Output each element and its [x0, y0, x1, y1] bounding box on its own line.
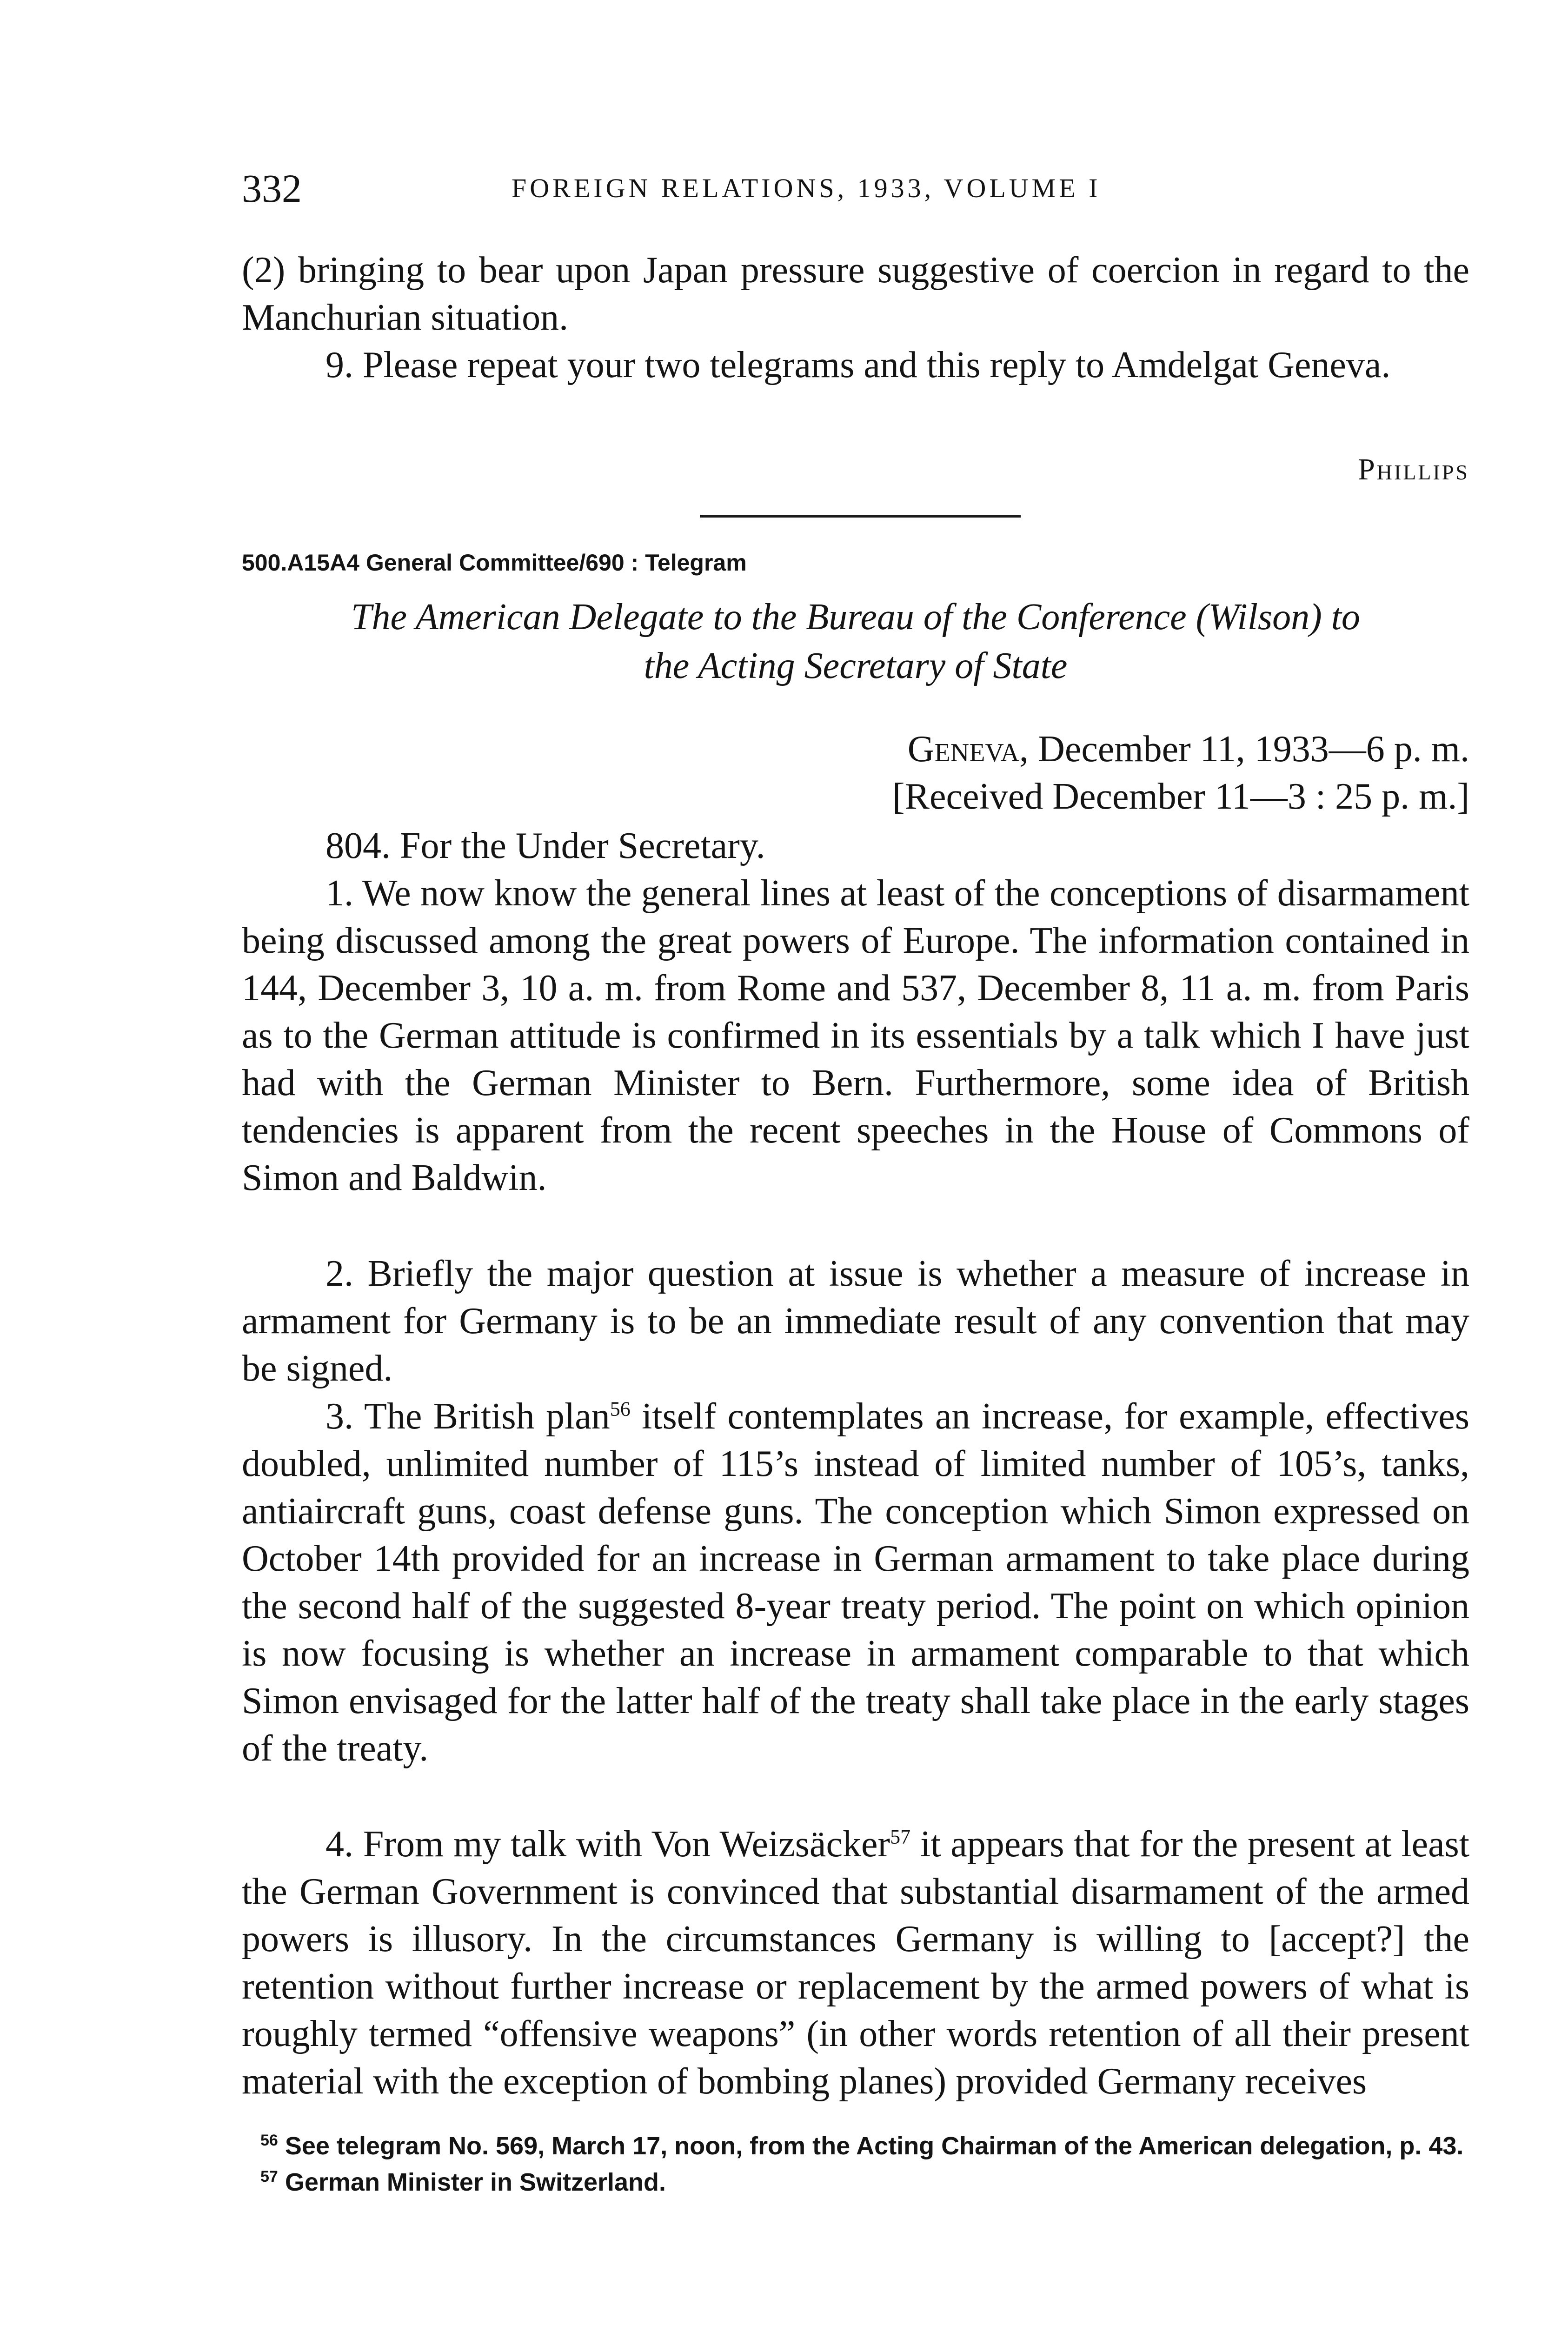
dateline-sent: December 11, 1933—6 p. m.	[1038, 729, 1469, 770]
signature: Phillips	[1358, 452, 1469, 486]
page-number: 332	[242, 166, 302, 211]
document-title	[242, 593, 1469, 691]
footnote-text: See telegram No. 569, March 17, noon, from the Acting Chairman of the American delegation, p. 43.	[285, 2132, 1464, 2160]
paragraph-4-rest: it appears that for the present at least the German Government is convinced that substantial disarmament of the armed powers is illusory. In the circumstances Germany is willing to [accept?] the retention without further increase or replacement by the armed powers of what is roughly termed “offensive weapons” (in other words retention of all their present material with the exception of bombing planes) provided Germany receives	[242, 1824, 1470, 2102]
paragraph-4-start: 4. From my talk with Von Weizsäcker	[326, 1824, 890, 1865]
paragraph-3-start: 3. The British plan	[326, 1396, 610, 1437]
footnote-text: German Minister in Switzerland.	[285, 2168, 666, 2196]
file-reference: 500.A15A4 General Committee/690 : Telegram	[242, 550, 747, 576]
footnote-56	[242, 2125, 1469, 2161]
paragraph-3-rest: itself contemplates an increase, for example, effectives doubled, unlimited number of 115’s instead of limited number of 105’s, tanks, antiaircraft guns, coast defense guns. The conception which Simon expressed on October 14th provided for an increase in German armament to take place during the second half of the suggested 8-year treaty period. The point on which opinion is now focusing is whether an increase in armament comparable to that which Simon envisaged for the latter half of the treaty shall take place in the early stages of the treaty.	[242, 1396, 1469, 1769]
title-line-1: The American Delegate to the Bureau of the Conference (Wilson) to	[351, 597, 1360, 638]
body-paragraph-4	[242, 1820, 1469, 2105]
running-head: FOREIGN RELATIONS, 1933, VOLUME I	[512, 173, 1101, 203]
section-divider	[700, 515, 1021, 518]
footnote-57	[242, 2161, 1469, 2198]
telegram-number: 804. For the Under Secretary.	[326, 825, 765, 866]
sent-line	[809, 725, 1469, 773]
page-header	[242, 160, 1469, 216]
body-paragraph-3	[242, 1393, 1469, 1772]
body-paragraph-1: 1. We now know the general lines at least of the conceptions of disarmament being discussed among the great powers of Europe. The information contained in 144, December 3, 10 a. m. from Rome and 537, December 8, 11 a. m. from Paris as to the German attitude is confirmed in its essentials by a talk which I have just had with the German Minister to Bern. Furthermore, some idea of British tendencies is apparent from the recent speeches in the House of Commons of Simon and Baldwin.	[242, 873, 1469, 1198]
footnotes	[242, 2125, 1469, 2198]
footnote-ref-57: 57	[890, 1825, 911, 1848]
footnote-mark: 57	[260, 2168, 278, 2186]
footnote-ref-56: 56	[610, 1397, 631, 1421]
continued-paragraph-1: (2) bringing to bear upon Japan pressure suggestive of coercion in regard to the Manchurian situation.	[242, 250, 1469, 338]
title-line-2: the Acting Secretary of State	[644, 645, 1068, 686]
dateline-received: [Received December 11—3 : 25 p. m.]	[892, 776, 1469, 817]
footnote-mark: 56	[260, 2132, 278, 2149]
dateline	[809, 725, 1469, 820]
dateline-place: Geneva,	[907, 729, 1029, 770]
continued-paragraph-2: 9. Please repeat your two telegrams and this reply to Amdelgat Geneva.	[326, 345, 1391, 385]
body-paragraph-2: 2. Briefly the major question at issue is whether a measure of increase in armament for Germany is to be an immediate result of any convention that may be signed.	[242, 1253, 1469, 1389]
